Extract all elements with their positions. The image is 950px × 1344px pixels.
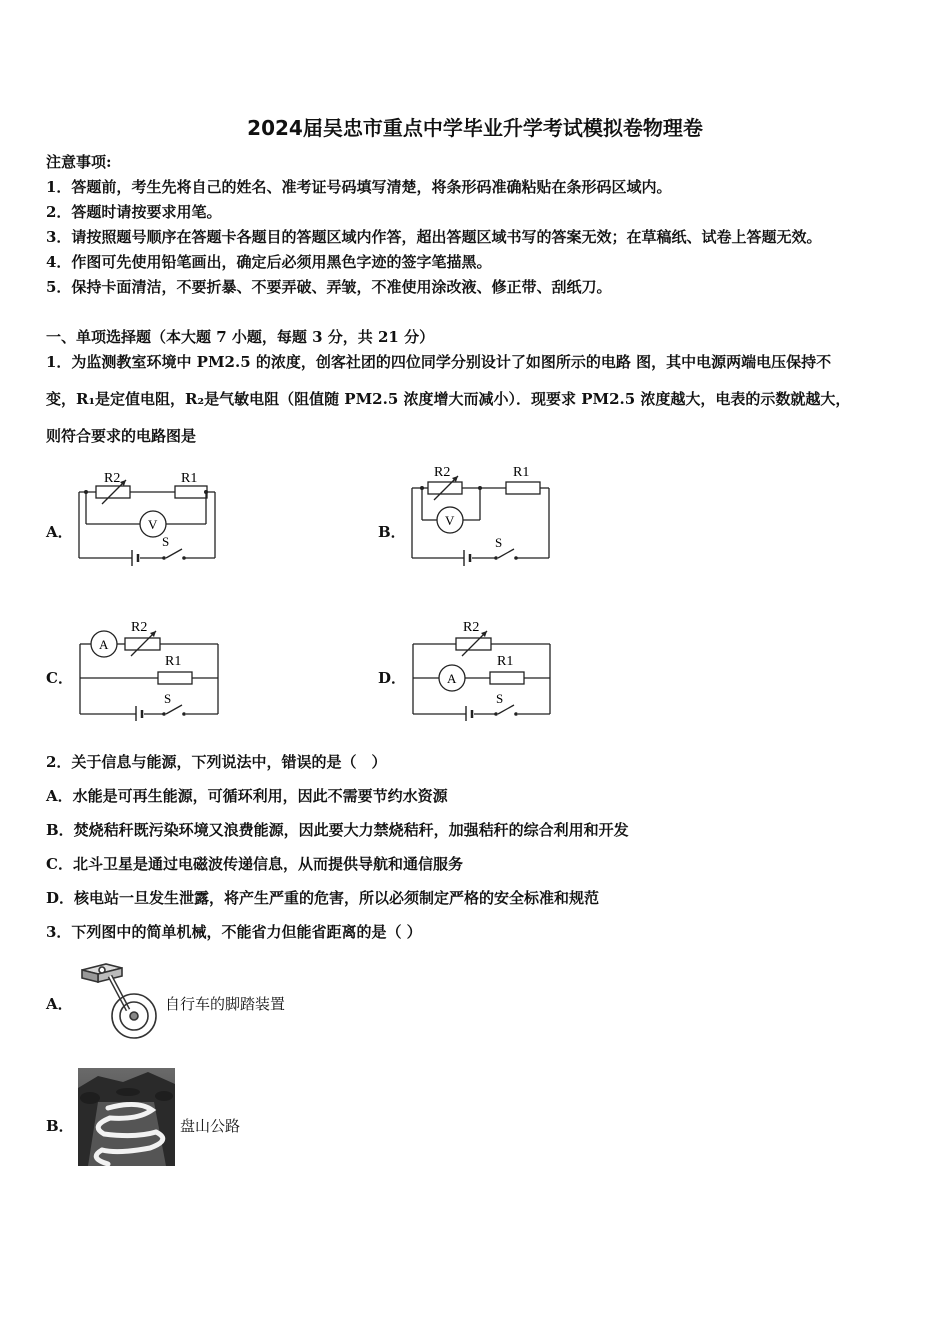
question-1-line: 则符合要求的电路图是 — [46, 427, 197, 445]
switch-label: S — [496, 691, 504, 706]
option-b-label: B． — [46, 1117, 74, 1135]
question-1-line: 1．为监测教室环境中 PM2.5 的浓度，创客社团的四位同学分别设计了如图所示的电路 图，其中电源两端电压保持不 — [46, 353, 832, 371]
r2-label: R2 — [463, 620, 480, 635]
switch-label: S — [495, 535, 503, 550]
r1-label: R1 — [165, 654, 182, 669]
circuit-diagram-c — [74, 615, 224, 721]
notice-heading: 注意事项: — [46, 153, 112, 171]
option-b-label: B． — [378, 523, 406, 541]
ammeter-label: A — [99, 637, 109, 652]
bicycle-pedal-icon — [76, 958, 168, 1042]
r1-label: R1 — [181, 471, 198, 486]
mountain-road-caption: 盘山公路 — [180, 1117, 241, 1135]
question-2-option: D．核电站一旦发生泄露，将产生严重的危害，所以必须制定严格的安全标准和规范 — [46, 889, 600, 907]
circuit-diagram-a — [72, 460, 222, 578]
voltmeter-label: V — [445, 513, 455, 528]
question-1-line: 变，R₁是定值电阻，R₂是气敏电阻（阻值随 PM2.5 浓度增大而减小）．现要求 PM2.5 浓度越大，电表的示数就越大， — [46, 390, 851, 408]
section-heading: 一、单项选择题（本大题 7 小题，每题 3 分，共 21 分） — [46, 328, 435, 346]
notice-item: 2．答题时请按要求用笔。 — [46, 203, 222, 221]
question-2-option: C．北斗卫星是通过电磁波传递信息，从而提供导航和通信服务 — [46, 855, 463, 873]
r2-label: R2 — [104, 471, 121, 486]
notice-item: 3．请按照题号顺序在答题卡各题目的答题区域内作答，超出答题区域书写的答案无效；在草稿纸、试卷上答题无效。 — [46, 228, 822, 246]
switch-label: S — [162, 534, 170, 549]
option-a-label: A． — [46, 523, 73, 541]
bicycle-pedal-caption: 自行车的脚踏装置 — [165, 995, 286, 1013]
page-title: 2024届吴忠市重点中学毕业升学考试模拟卷物理卷 — [247, 116, 703, 140]
notice-item: 5．保持卡面清洁，不要折暴、不要弄破、弄皱，不准使用涂改液、修正带、刮纸刀。 — [46, 278, 612, 296]
circuit-diagram-d — [406, 615, 556, 721]
question-2-option: B．焚烧秸秆既污染环境又浪费能源，因此要大力禁烧秸秆，加强秸秆的综合利用和开发 — [46, 821, 629, 839]
voltmeter-label: V — [148, 517, 158, 532]
switch-label: S — [164, 691, 172, 706]
r2-label: R2 — [434, 465, 451, 480]
ammeter-label: A — [447, 671, 457, 686]
r1-label: R1 — [497, 654, 514, 669]
question-2-option: A．水能是可再生能源，可循环利用，因此不需要节约水资源 — [46, 787, 448, 805]
option-a-label: A． — [46, 995, 73, 1013]
r1-label: R1 — [513, 465, 530, 480]
option-d-label: D． — [378, 669, 407, 687]
notice-item: 1．答题前，考生先将自己的姓名、准考证号码填写清楚，将条形码准确粘贴在条形码区域内。 — [46, 178, 672, 196]
question-3-stem: 3．下列图中的简单机械，不能省力但能省距离的是（ ） — [46, 923, 422, 941]
notice-item: 4．作图可先使用铅笔画出，确定后必须用黑色字迹的签字笔描黑。 — [46, 253, 492, 271]
mountain-road-photo — [78, 1068, 175, 1166]
option-c-label: C． — [46, 669, 73, 687]
question-2-stem: 2．关于信息与能源，下列说法中，错误的是（ ） — [46, 753, 387, 771]
r2-label: R2 — [131, 620, 148, 635]
circuit-diagram-b — [406, 458, 556, 568]
